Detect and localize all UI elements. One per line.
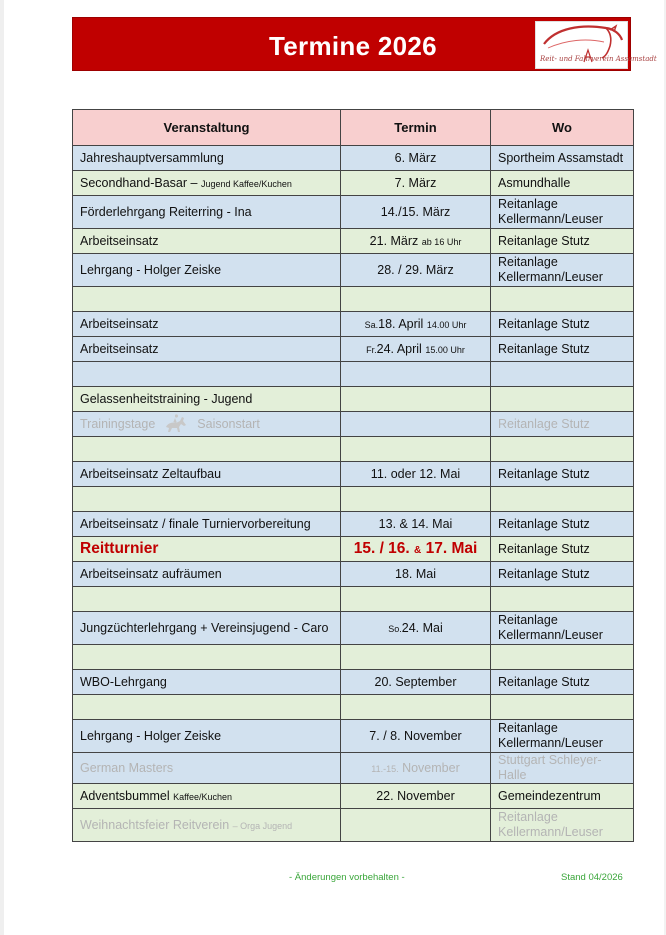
event-cell xyxy=(73,587,341,612)
event-name: Förderlehrgang Reiterring - Ina xyxy=(80,205,252,219)
event-name: Arbeitseinsatz xyxy=(80,234,159,248)
location-text: Reitanlage Stutz xyxy=(498,541,590,556)
location-cell xyxy=(491,196,634,229)
location-cell xyxy=(491,562,634,587)
date-text: 21. März xyxy=(369,234,419,248)
event-name: Secondhand-Basar – xyxy=(80,176,198,190)
location-cell xyxy=(491,612,634,645)
date-text: 18. Mai xyxy=(395,567,436,581)
date-text: 18. April xyxy=(378,317,424,331)
event-cell xyxy=(73,487,341,512)
event-name: Adventsbummel xyxy=(80,789,170,803)
table-row xyxy=(73,487,634,512)
date-cell xyxy=(341,462,491,487)
date-cell xyxy=(341,612,491,645)
location-cell xyxy=(491,254,634,287)
header-date: Termin xyxy=(341,110,491,146)
event-cell xyxy=(73,312,341,337)
table-row xyxy=(73,537,634,562)
date-text: 22. November xyxy=(376,789,455,803)
location-cell xyxy=(491,287,634,312)
date-cell xyxy=(341,695,491,720)
table-row xyxy=(73,412,634,437)
event-note: – Orga Jugend xyxy=(232,821,293,831)
table-row xyxy=(73,146,634,171)
table-row xyxy=(73,753,634,784)
location-cell xyxy=(491,146,634,171)
footer-version: Stand 04/2026 xyxy=(561,872,623,883)
date-text: 13. & 14. Mai xyxy=(378,517,453,531)
date-cell xyxy=(341,412,491,437)
location-cell xyxy=(491,229,634,254)
table-header-row xyxy=(73,110,634,146)
date-cell xyxy=(341,720,491,753)
event-name: Lehrgang - Holger Zeiske xyxy=(80,729,222,743)
location-cell xyxy=(491,387,634,412)
event-cell xyxy=(73,695,341,720)
table-row xyxy=(73,612,634,645)
date-text: 28. / 29. März xyxy=(377,263,454,277)
date-cell xyxy=(341,784,491,809)
event-cell xyxy=(73,287,341,312)
location-text: Stuttgart Schleyer-Halle xyxy=(498,753,602,782)
date-text: 24. Mai xyxy=(401,621,443,635)
event-name: Jahreshauptversammlung xyxy=(80,151,224,165)
location-cell xyxy=(491,645,634,670)
date-cell xyxy=(341,587,491,612)
header-event: Veranstaltung xyxy=(73,110,341,146)
event-name: Weihnachtsfeier Reitverein xyxy=(80,818,230,832)
event-cell xyxy=(73,437,341,462)
event-cell xyxy=(73,254,341,287)
location-cell xyxy=(491,462,634,487)
location-cell xyxy=(491,487,634,512)
table-row xyxy=(73,196,634,229)
event-cell xyxy=(73,462,341,487)
date-text: 6. März xyxy=(394,151,437,165)
date-cell xyxy=(341,809,491,842)
location-cell xyxy=(491,512,634,537)
table-row xyxy=(73,645,634,670)
page-title: Termine 2026 xyxy=(269,31,437,61)
weekday: Sa. xyxy=(364,320,379,330)
table-row xyxy=(73,809,634,842)
location-cell xyxy=(491,437,634,462)
event-cell xyxy=(73,612,341,645)
date-cell xyxy=(341,312,491,337)
location-text: Reitanlage Stutz xyxy=(498,233,590,248)
schedule-table xyxy=(72,109,634,842)
event-cell xyxy=(73,196,341,229)
table-body xyxy=(73,146,634,842)
location-text: Reitanlage Stutz xyxy=(498,516,590,531)
date-cell xyxy=(341,562,491,587)
location-text: Reitanlage Stutz xyxy=(498,466,590,481)
event-cell xyxy=(73,753,341,784)
location-cell xyxy=(491,337,634,362)
date-cell xyxy=(341,753,491,784)
table-row xyxy=(73,229,634,254)
date-text: 15. / 16. & 17. Mai xyxy=(353,540,478,557)
page-edge-left xyxy=(0,0,4,935)
logo-lettering: Reit- und Fahrverein Assamstadt xyxy=(540,55,657,63)
date-cell xyxy=(341,437,491,462)
date-cell xyxy=(341,512,491,537)
date-cell xyxy=(341,645,491,670)
table-row xyxy=(73,562,634,587)
location-text: Reitanlage Kellermann/Leuser xyxy=(498,255,603,284)
location-text: Reitanlage Stutz xyxy=(498,341,590,356)
date-text: 14./15. März xyxy=(380,205,451,219)
table-row xyxy=(73,362,634,387)
date-text: 7. März xyxy=(394,176,437,190)
date-month: November xyxy=(402,761,460,775)
table-row xyxy=(73,312,634,337)
date-cell xyxy=(341,362,491,387)
location-cell xyxy=(491,784,634,809)
event-cell xyxy=(73,362,341,387)
date-cell xyxy=(341,229,491,254)
event-cell xyxy=(73,337,341,362)
event-cell xyxy=(73,171,341,196)
table-row xyxy=(73,670,634,695)
table-row xyxy=(73,171,634,196)
date-cell xyxy=(341,287,491,312)
location-text: Reitanlage Stutz xyxy=(498,674,590,689)
table-row xyxy=(73,512,634,537)
weekday: So. xyxy=(388,624,402,634)
event-cell xyxy=(73,146,341,171)
location-text: Sportheim Assamstadt xyxy=(498,150,624,165)
event-cell xyxy=(73,229,341,254)
location-cell xyxy=(491,587,634,612)
event-cell xyxy=(73,412,341,437)
date-range: 11.-15. xyxy=(371,764,399,774)
location-text: Reitanlage Kellermann/Leuser xyxy=(498,810,603,839)
event-name: Arbeitseinsatz xyxy=(80,317,159,331)
location-cell xyxy=(491,171,634,196)
event-suffix: Saisonstart xyxy=(197,416,260,431)
event-cell xyxy=(73,387,341,412)
time-note: 14.00 Uhr xyxy=(426,320,467,330)
table-row xyxy=(73,387,634,412)
date-text: 11. oder 12. Mai xyxy=(370,467,461,481)
location-text: Reitanlage Stutz xyxy=(498,316,590,331)
event-name: Trainingstage xyxy=(80,416,156,431)
location-text: Reitanlage Kellermann/Leuser xyxy=(498,197,603,226)
table-row xyxy=(73,720,634,753)
header-location: Wo xyxy=(491,110,634,146)
location-text: Reitanlage Stutz xyxy=(498,416,590,431)
table-row xyxy=(73,287,634,312)
time-note: ab 16 Uhr xyxy=(421,237,462,247)
date-cell xyxy=(341,537,491,562)
weekday: Fr. xyxy=(366,345,377,355)
date-cell xyxy=(341,171,491,196)
event-name: Arbeitseinsatz Zeltaufbau xyxy=(80,467,222,481)
date-cell xyxy=(341,146,491,171)
location-text: Reitanlage Kellermann/Leuser xyxy=(498,613,603,642)
event-name: Lehrgang - Holger Zeiske xyxy=(80,263,222,277)
location-cell xyxy=(491,720,634,753)
location-cell xyxy=(491,412,634,437)
location-text: Reitanlage Kellermann/Leuser xyxy=(498,721,603,750)
location-cell xyxy=(491,695,634,720)
date-text: 24. April xyxy=(376,342,422,356)
table-row xyxy=(73,437,634,462)
location-cell xyxy=(491,670,634,695)
date-cell xyxy=(341,196,491,229)
event-name: Arbeitseinsatz aufräumen xyxy=(80,567,222,581)
event-cell xyxy=(73,784,341,809)
location-text: Gemeindezentrum xyxy=(498,788,601,803)
event-name: Jungzüchterlehrgang + Vereinsjugend - Caro xyxy=(80,621,329,635)
location-cell xyxy=(491,809,634,842)
date-cell xyxy=(341,254,491,287)
time-note: 15.00 Uhr xyxy=(425,345,465,355)
date-cell xyxy=(341,670,491,695)
footer-note: - Änderungen vorbehalten - xyxy=(289,872,405,883)
event-cell xyxy=(73,512,341,537)
table-row xyxy=(73,587,634,612)
event-name: Reitturnier xyxy=(80,540,159,557)
location-text: Asmundhalle xyxy=(498,175,571,190)
event-cell xyxy=(73,670,341,695)
location-cell xyxy=(491,537,634,562)
event-name: WBO-Lehrgang xyxy=(80,675,167,689)
event-cell xyxy=(73,562,341,587)
location-cell xyxy=(491,753,634,784)
event-name: Arbeitseinsatz xyxy=(80,342,159,356)
table-row xyxy=(73,337,634,362)
date-cell xyxy=(341,387,491,412)
date-text: 20. September xyxy=(374,675,457,689)
table-row xyxy=(73,462,634,487)
event-note: Jugend Kaffee/Kuchen xyxy=(200,179,292,189)
date-cell xyxy=(341,337,491,362)
event-note: Kaffee/Kuchen xyxy=(173,792,232,802)
table-row xyxy=(73,254,634,287)
table-row xyxy=(73,695,634,720)
event-name: Gelassenheitstraining - Jugend xyxy=(80,392,253,406)
club-logo xyxy=(535,21,657,69)
event-name: Arbeitseinsatz / finale Turniervorbereitung xyxy=(80,517,311,531)
rider-icon xyxy=(163,413,189,436)
event-cell xyxy=(73,537,341,562)
event-cell xyxy=(73,720,341,753)
event-cell xyxy=(73,645,341,670)
location-cell xyxy=(491,312,634,337)
event-cell xyxy=(73,809,341,842)
date-text: 7. / 8. November xyxy=(369,729,462,743)
location-cell xyxy=(491,362,634,387)
table-row xyxy=(73,784,634,809)
date-cell xyxy=(341,487,491,512)
location-text: Reitanlage Stutz xyxy=(498,566,590,581)
event-name: German Masters xyxy=(80,761,174,775)
